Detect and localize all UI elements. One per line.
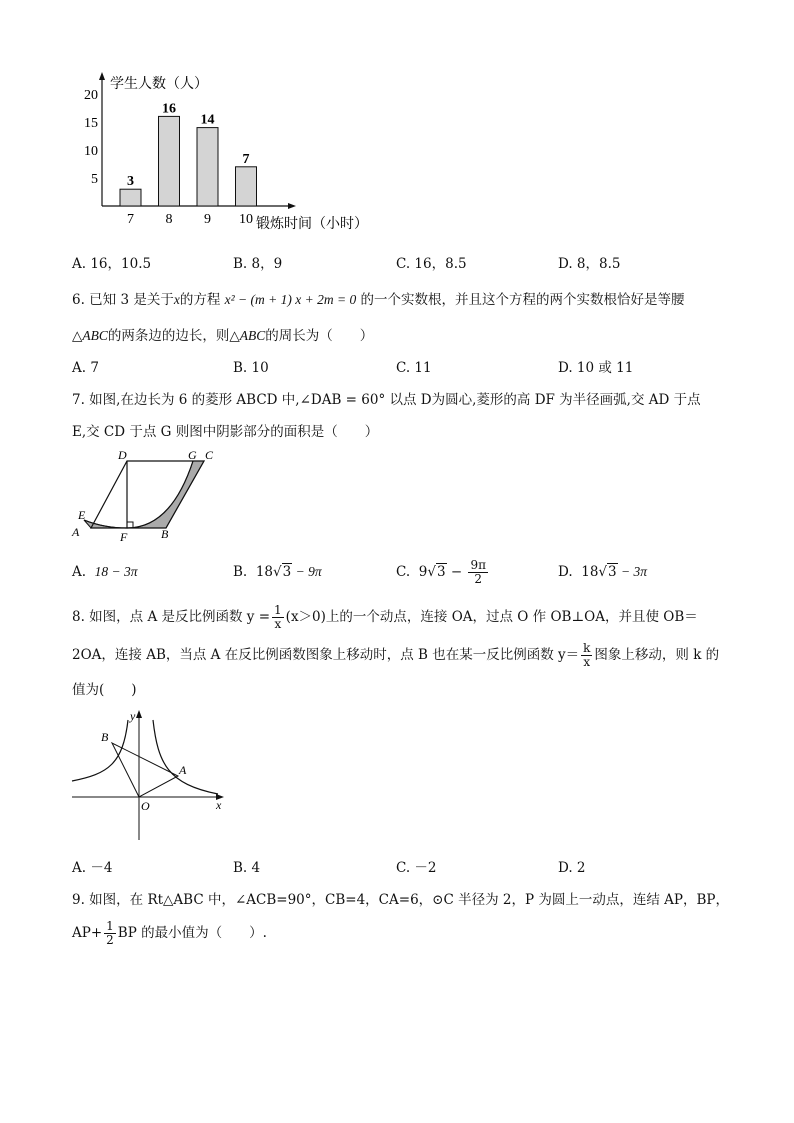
q5-option-c: C. 16，8.5 <box>396 256 467 272</box>
q7-a-prefix: A. <box>72 564 87 580</box>
rhombus-figure <box>68 448 228 544</box>
q6-triangle: △ABC <box>72 328 108 343</box>
label-axis-x: x <box>216 798 222 812</box>
right-angle-mark <box>127 522 133 528</box>
q7-c-prefix: C. <box>396 564 411 580</box>
q7-line2: E,交 CD 于点 G 则图中阴影部分的面积是（ ） <box>72 424 379 440</box>
bar-value-label: 14 <box>200 112 215 128</box>
y-axis-label: 学生人数（人） <box>110 77 208 92</box>
q7-c-denominator: 2 <box>474 572 483 586</box>
label-A-point: A <box>179 763 187 777</box>
q8-l2-lead: 2OA，连接 AB，当点 A 在反比例函数图象上移动时，点 B 也在某一反比例函数 y＝ <box>72 647 580 663</box>
q6-triangle-2: △ABC <box>229 328 266 343</box>
q6-option-a: A. 7 <box>72 360 99 376</box>
q9-fraction <box>104 920 116 947</box>
chart-axes <box>84 72 296 209</box>
q9-line2 <box>72 914 267 952</box>
label-C: C <box>205 448 214 462</box>
bar <box>120 189 141 206</box>
q7-a-expr: 18 − 3π <box>94 564 138 579</box>
q5-option-b: B. 8，9 <box>233 256 283 272</box>
label-A: A <box>72 525 80 539</box>
q8-frac2-num: k <box>583 641 591 655</box>
y-tick-label: 10 <box>84 144 98 159</box>
label-B-point: B <box>101 730 109 744</box>
q6-var: x <box>173 292 180 307</box>
y-tick-label: 5 <box>91 172 98 187</box>
label-F: F <box>120 530 128 544</box>
q7-c-radicand: 3 <box>436 564 446 580</box>
x-tick-label: 7 <box>127 212 134 227</box>
q8-frac1-num: 1 <box>274 603 282 617</box>
curve-k-over-x <box>72 720 128 781</box>
bar-value-label: 7 <box>242 151 250 167</box>
q6-rest3: 的周长为（ ） <box>265 328 374 344</box>
label-E: E <box>78 508 86 522</box>
q5-option-a: A. 16，10.5 <box>72 256 152 272</box>
q7-c-minus: − <box>446 564 467 580</box>
q8-line2 <box>72 636 719 674</box>
hyperbola-figure <box>68 704 236 842</box>
q7-c-fraction <box>468 559 488 586</box>
q8-frac2-den: x <box>583 655 591 669</box>
arc-eg <box>84 461 193 528</box>
q8-option-a: A. －4 <box>72 860 113 876</box>
y-tick-label: 15 <box>84 116 98 131</box>
q8-fraction-2 <box>581 642 592 669</box>
q7-b-tail: − 9π <box>292 564 322 579</box>
q6-line1 <box>72 290 685 310</box>
q7-d-radicand: 3 <box>608 564 617 580</box>
y-axis-arrow <box>99 72 105 80</box>
q6-option-d: D. 10 或 11 <box>558 360 634 376</box>
q7-option-c: C. 9√3 − $\frac{9\pi}{2}$ <box>396 558 486 586</box>
q7-b-radicand: 3 <box>282 564 292 580</box>
q8-l1-lead: 8. 如图，点 A 是反比例函数 y = <box>72 609 271 625</box>
y-axis-arrow <box>136 710 142 718</box>
q8-line3: 值为( ) <box>72 682 137 698</box>
label-axis-y: y <box>130 709 136 723</box>
x-tick-label: 8 <box>165 212 173 227</box>
x-tick-label: 10 <box>239 212 253 227</box>
q6-option-b: B. 10 <box>233 360 269 376</box>
bar <box>197 128 218 206</box>
q6-rest2: 的两条边的边长，则 <box>107 328 230 344</box>
label-G: G <box>188 448 197 462</box>
q7-d-tail: − 3π <box>617 564 647 579</box>
q7-option-b: B. 18√3 − 9π <box>233 564 322 580</box>
bar-value-label: 16 <box>162 101 176 117</box>
q7-c-numerator: 9π <box>470 558 486 572</box>
q7-c-coef: 9 <box>418 564 428 580</box>
q9-frac-den: 2 <box>106 933 114 947</box>
chart-bars <box>120 101 257 227</box>
q8-fraction-1 <box>272 604 284 631</box>
q6-equation: x² − (m + 1) x + 2m = 0 <box>224 292 357 307</box>
q5-option-d: D. 8，8.5 <box>558 256 621 272</box>
q9-l2-tail: BP 的最小值为（ ）. <box>117 925 267 941</box>
q8-l2-tail: 图象上移动，则 k 的 <box>594 647 720 663</box>
bar-chart <box>60 66 400 240</box>
q7-d-coef: 18 <box>581 564 599 580</box>
x-axis-arrow <box>288 203 296 209</box>
q9-l2-lead: AP+ <box>72 925 103 941</box>
label-O: O <box>141 799 150 813</box>
shaded-region-left <box>84 520 127 528</box>
q9-frac-num: 1 <box>106 919 114 933</box>
q6-line2 <box>72 326 373 346</box>
q8-line1 <box>72 598 698 636</box>
q7-line1: 7. 如图,在边长为 6 的菱形 ABCD 中,∠DAB = 60° 以点 D为圆心,菱形的高 DF 为半径画弧,交 AD 于点 <box>72 392 701 408</box>
rhombus-abcd <box>91 461 204 528</box>
q8-l1-tail: (x＞0)上的一个动点，连接 OA，过点 O 作 OB⊥OA，并且使 OB＝ <box>285 609 698 625</box>
q7-option-a <box>72 562 138 582</box>
label-B: B <box>161 527 169 541</box>
bar <box>159 116 180 206</box>
shaded-region-right <box>127 461 204 528</box>
q8-frac1-den: x <box>274 617 282 631</box>
q6-eq-lead: 的方程 <box>179 292 221 308</box>
bar-value-label: 3 <box>127 174 134 190</box>
q9-line1: 9. 如图，在 Rt△ABC 中，∠ACB=90°，CB=4，CA=6，⊙C 半径为 2，P 为圆上一动点，连结 AP，BP， <box>72 892 729 908</box>
q8-option-c: C. －2 <box>396 860 437 876</box>
q8-option-b: B. 4 <box>233 860 261 876</box>
q8-option-d: D. 2 <box>558 860 586 876</box>
q6-rest1: 的一个实数根，并且这个方程的两个实数根恰好是等腰 <box>360 292 685 308</box>
label-D: D <box>118 448 127 462</box>
q6-lead: 6. 已知 3 是关于 <box>72 292 174 308</box>
q7-d-prefix: D. <box>558 564 573 580</box>
x-tick-label: 9 <box>204 212 211 227</box>
x-axis-label: 锻炼时间（小时） <box>256 217 368 232</box>
y-tick-label: 20 <box>84 88 98 103</box>
q7-option-d: D. 18√3 − 3π <box>558 564 647 580</box>
bar <box>236 167 257 206</box>
curve-1-over-x <box>153 720 218 794</box>
q6-option-c: C. 11 <box>396 360 432 376</box>
q7-b-prefix: B. <box>233 564 248 580</box>
q7-b-coef: 18 <box>255 564 273 580</box>
